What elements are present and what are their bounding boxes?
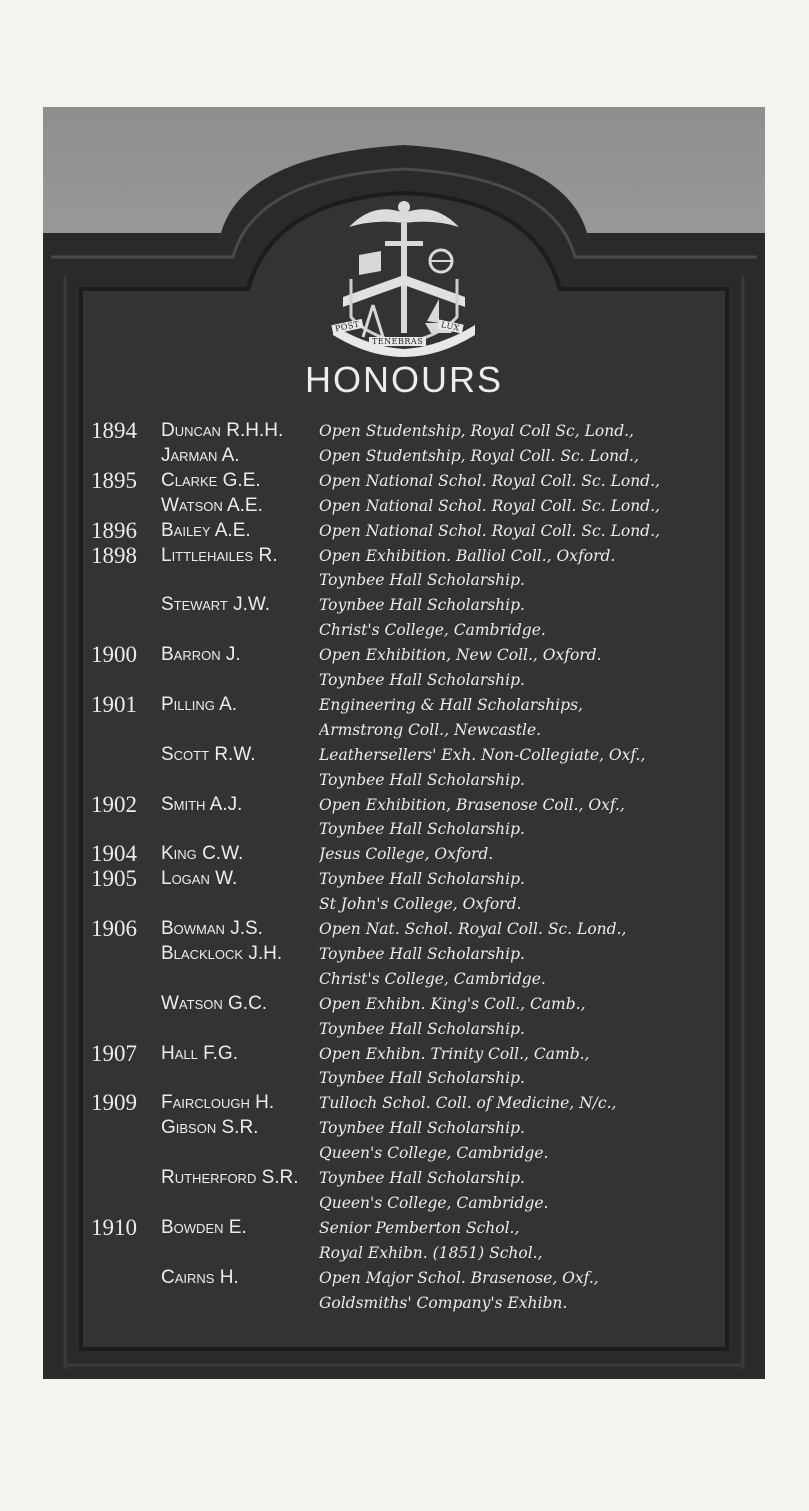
- honour-name: Bailey A.E.: [161, 519, 251, 541]
- honour-year: 1901: [91, 691, 137, 717]
- board-title: HONOURS: [304, 359, 503, 400]
- honour-name: Blacklock J.H.: [161, 942, 283, 964]
- honour-entry: [91, 668, 751, 692]
- honour-entry: [91, 842, 751, 866]
- honour-name: Duncan R.H.H.: [161, 420, 284, 441]
- honour-year: 1902: [91, 791, 137, 817]
- honour-entry: [91, 693, 751, 717]
- honour-entry: [91, 544, 751, 568]
- honour-award: Christ's College, Cambridge.: [319, 621, 546, 640]
- honour-entry: [91, 992, 751, 1016]
- honour-year: 1896: [91, 517, 137, 543]
- honour-award: Jesus College, Oxford.: [319, 845, 494, 864]
- honour-entry: [91, 967, 751, 991]
- honour-name: Bowden E.: [161, 1216, 247, 1238]
- honour-award: Open National Schol. Royal Coll. Sc. Lond.,: [319, 496, 660, 515]
- honour-award: Open Nat. Schol. Royal Coll. Sc. Lond.,: [319, 920, 627, 938]
- honour-entry: [91, 643, 751, 667]
- honour-entry: [91, 469, 751, 493]
- honour-year: 1898: [91, 542, 137, 568]
- honour-name: Scott R.W.: [161, 743, 256, 765]
- honour-name: Smith A.J.: [161, 793, 243, 815]
- honour-year: 1910: [91, 1214, 137, 1240]
- honour-entry: [91, 1116, 751, 1140]
- honour-award: Open Exhibition, Brasenose Coll., Oxf.,: [319, 795, 625, 814]
- honour-award: Open National Schol. Royal Coll. Sc. Lond.,: [319, 471, 660, 490]
- motto-word-post: POST: [331, 319, 363, 334]
- honour-entry: [91, 917, 751, 941]
- honour-entry: [91, 494, 751, 518]
- honour-entry: [91, 1141, 751, 1165]
- honour-entry: [91, 419, 751, 443]
- honour-name: Barron J.: [161, 644, 241, 666]
- honour-year: 1909: [91, 1090, 137, 1116]
- honour-entry: [91, 793, 751, 817]
- honour-award: Leathersellers' Exh. Non-Collegiate, Oxf.,: [319, 745, 646, 764]
- honour-award: Queen's College, Cambridge.: [319, 1144, 549, 1163]
- honour-entry: [91, 519, 751, 543]
- honour-award: Toynbee Hall Scholarship.: [319, 1069, 525, 1088]
- honour-award: Toynbee Hall Scholarship.: [319, 1019, 525, 1038]
- honour-award: Open National Schol. Royal Coll. Sc. Lond.,: [319, 521, 660, 540]
- honour-entry: [91, 1266, 751, 1290]
- honour-award: Toynbee Hall Scholarship.: [319, 571, 525, 590]
- honour-entry: [91, 1066, 751, 1090]
- honour-entry: [91, 817, 751, 841]
- honour-award: Open Exhibition, New Coll., Oxford.: [319, 646, 602, 665]
- honour-award: Open Studentship, Royal Coll Sc, Lond.,: [319, 422, 634, 440]
- honour-name: Stewart J.W.: [161, 594, 271, 616]
- honour-award: Christ's College, Cambridge.: [319, 969, 546, 988]
- honour-entry: [91, 618, 751, 642]
- honour-year: 1894: [91, 418, 137, 443]
- honour-entry: [91, 444, 751, 468]
- honour-award: Toynbee Hall Scholarship.: [319, 596, 525, 615]
- honour-name: Hall F.G.: [161, 1042, 238, 1064]
- honour-entry: [91, 1017, 751, 1041]
- honour-award: Toynbee Hall Scholarship.: [319, 671, 525, 689]
- honour-name: Fairclough H.: [161, 1092, 275, 1114]
- honour-award: Armstrong Coll., Newcastle.: [319, 720, 542, 739]
- honour-entry: [91, 942, 751, 966]
- honour-name: Clarke G.E.: [161, 469, 261, 491]
- honour-award: Tulloch Schol. Coll. of Medicine, N/c.,: [319, 1094, 617, 1113]
- honour-entry: [91, 1191, 751, 1215]
- honour-award: St John's College, Oxford.: [319, 895, 522, 914]
- honour-award: Toynbee Hall Scholarship.: [319, 944, 525, 963]
- motto-word-tenebras: TENEBRAS: [369, 337, 426, 346]
- honour-name: Jarman A.: [161, 444, 240, 466]
- honour-award: Goldsmiths' Company's Exhibn.: [319, 1293, 568, 1312]
- honour-entry: [91, 1166, 751, 1190]
- honour-award: Royal Exhibn. (1851) Schol.,: [319, 1243, 543, 1262]
- honour-name: Pilling A.: [161, 693, 238, 715]
- honour-entry: [91, 1091, 751, 1115]
- honour-name: Gibson S.R.: [161, 1117, 259, 1139]
- honour-entry: [91, 568, 751, 592]
- honours-board-photo: [43, 107, 765, 1379]
- honour-name: Littlehailes R.: [161, 544, 278, 566]
- honour-year: 1906: [91, 916, 137, 941]
- honour-year: 1900: [91, 642, 137, 668]
- honour-entry: [91, 768, 751, 792]
- honour-entry: [91, 1241, 751, 1265]
- honour-name: Logan W.: [161, 868, 238, 890]
- honour-award: Toynbee Hall Scholarship.: [319, 870, 525, 889]
- honour-award: Toynbee Hall Scholarship.: [319, 1169, 525, 1187]
- motto-word-lux: LUX: [437, 320, 463, 334]
- honour-name: King C.W.: [161, 843, 244, 865]
- honour-name: Watson A.E.: [161, 494, 263, 516]
- honour-award: Toynbee Hall Scholarship.: [319, 820, 525, 839]
- honour-award: Open Exhibition. Balliol Coll., Oxford.: [319, 546, 616, 565]
- honour-award: Open Exhibn. King's Coll., Camb.,: [319, 994, 586, 1013]
- honour-year: 1905: [91, 866, 137, 892]
- honour-award: Toynbee Hall Scholarship.: [319, 1119, 525, 1138]
- honour-year: 1904: [91, 841, 137, 867]
- honour-entry: [91, 1291, 751, 1315]
- honour-entry: [91, 892, 751, 916]
- honour-entry: [91, 1042, 751, 1066]
- honour-award: Senior Pemberton Schol.,: [319, 1218, 520, 1237]
- honour-award: Engineering & Hall Scholarships,: [319, 695, 583, 714]
- honour-entry: [91, 867, 751, 891]
- honour-award: Queen's College, Cambridge.: [319, 1193, 549, 1212]
- honour-name: Bowman J.S.: [161, 918, 263, 939]
- honour-award: Toynbee Hall Scholarship.: [319, 770, 525, 789]
- honour-award: Open Studentship, Royal Coll. Sc. Lond.,: [319, 446, 639, 465]
- honour-name: Cairns H.: [161, 1266, 239, 1288]
- honour-entry: [91, 718, 751, 742]
- honour-name: Rutherford S.R.: [161, 1167, 299, 1188]
- honour-year: 1907: [91, 1040, 137, 1066]
- honour-award: Open Exhibn. Trinity Coll., Camb.,: [319, 1044, 590, 1063]
- honour-year: 1895: [91, 467, 137, 493]
- honour-award: Open Major Schol. Brasenose, Oxf.,: [319, 1268, 599, 1287]
- honour-name: Watson G.C.: [161, 992, 268, 1014]
- honour-entry: [91, 593, 751, 617]
- honour-entry: [91, 743, 751, 767]
- honour-entry: [91, 1216, 751, 1240]
